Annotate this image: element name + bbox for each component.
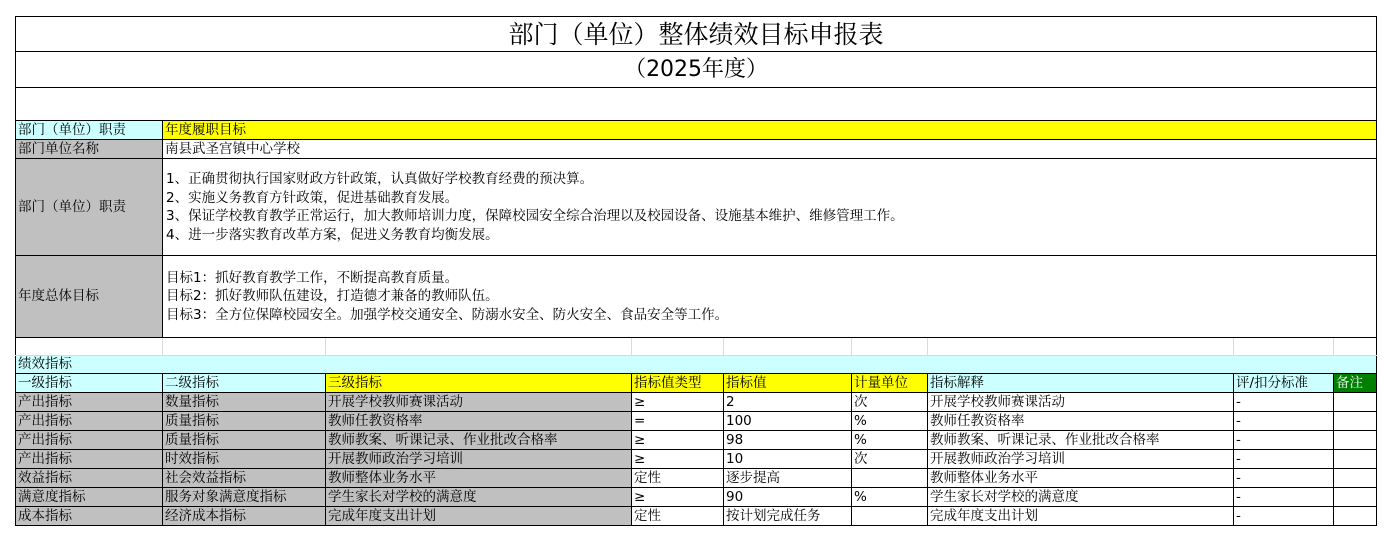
dept-name-label: 部门单位名称	[16, 140, 163, 159]
table-cell: ≥	[632, 431, 724, 450]
table-cell: 开展学校教师赛课活动	[928, 393, 1234, 412]
table-cell: 100	[724, 412, 852, 431]
table-cell: -	[1234, 431, 1334, 450]
col-header: 二级指标	[163, 374, 326, 393]
table-cell: ≥	[632, 393, 724, 412]
col-header: 指标解释	[928, 374, 1234, 393]
table-cell: 定性	[632, 469, 724, 488]
table-cell: 服务对象满意度指标	[163, 488, 326, 507]
dept-name-value: 南县武圣宫镇中心学校	[163, 140, 1377, 159]
performance-goal-table	[15, 16, 1377, 526]
table-cell	[852, 469, 928, 488]
blank-row	[16, 88, 1377, 121]
table-cell: 按计划完成任务	[724, 507, 852, 526]
table-cell	[1334, 431, 1377, 450]
table-cell: 产出指标	[16, 431, 163, 450]
col-header: 备注	[1334, 374, 1377, 393]
table-cell	[852, 507, 928, 526]
duty-header-goal: 年度履职目标	[163, 121, 1377, 140]
table-cell: 效益指标	[16, 469, 163, 488]
table-cell: =	[632, 412, 724, 431]
table-cell: 产出指标	[16, 393, 163, 412]
table-cell: 数量指标	[163, 393, 326, 412]
table-row	[16, 393, 1377, 412]
table-cell: %	[852, 412, 928, 431]
table-cell: %	[852, 431, 928, 450]
dept-duty-text	[163, 159, 1377, 256]
column-header-row	[16, 374, 1377, 393]
table-cell: -	[1234, 469, 1334, 488]
table-cell: 学生家长对学校的满意度	[326, 488, 632, 507]
spreadsheet	[15, 16, 1376, 526]
table-cell: 成本指标	[16, 507, 163, 526]
annual-goal-label: 年度总体目标	[16, 256, 163, 338]
table-cell: 质量指标	[163, 431, 326, 450]
table-row	[16, 412, 1377, 431]
table-row	[16, 450, 1377, 469]
table-cell	[1334, 412, 1377, 431]
duty-line: 4、进一步落实教育改革方案，促进义务教育均衡发展。	[166, 226, 499, 243]
duty-line: 3、保证学校教育教学正常运行，加大教师培训力度，保障校园安全综合治理以及校园设备、设施基本维护、维修管理工作。	[166, 208, 904, 224]
table-cell: 开展教师政治学习培训	[326, 450, 632, 469]
table-cell: 2	[724, 393, 852, 412]
table-cell	[1334, 469, 1377, 488]
col-header: 一级指标	[16, 374, 163, 393]
table-cell: 完成年度支出计划	[928, 507, 1234, 526]
table-cell: 次	[852, 450, 928, 469]
table-cell: 产出指标	[16, 450, 163, 469]
page-title: 部门（单位）整体绩效目标申报表	[16, 17, 1377, 52]
table-cell: %	[852, 488, 928, 507]
spacer-row	[16, 338, 1377, 356]
table-cell: 90	[724, 488, 852, 507]
table-row	[16, 431, 1377, 450]
col-header: 指标值类型	[632, 374, 724, 393]
table-cell: 完成年度支出计划	[326, 507, 632, 526]
table-cell: 时效指标	[163, 450, 326, 469]
table-cell: 教师教案、听课记录、作业批改合格率	[928, 431, 1234, 450]
col-header: 三级指标	[326, 374, 632, 393]
col-header: 评/扣分标准	[1234, 374, 1334, 393]
duty-header-label: 部门（单位）职责	[16, 121, 163, 140]
table-cell: 开展教师政治学习培训	[928, 450, 1234, 469]
table-cell: ≥	[632, 450, 724, 469]
table-cell: 教师教案、听课记录、作业批改合格率	[326, 431, 632, 450]
table-cell: 教师整体业务水平	[928, 469, 1234, 488]
perf-section-header: 绩效指标	[16, 356, 1377, 374]
table-cell: -	[1234, 412, 1334, 431]
goal-line: 目标1：抓好教育教学工作，不断提高教育质量。	[166, 269, 459, 286]
table-cell: 逐步提高	[724, 469, 852, 488]
annual-goal-text	[163, 256, 1377, 338]
table-cell: 产出指标	[16, 412, 163, 431]
table-cell: -	[1234, 507, 1334, 526]
duty-line: 2、实施义务教育方针政策，促进基础教育发展。	[166, 189, 459, 206]
year-subtitle: （2025年度）	[16, 52, 1377, 88]
table-cell	[1334, 507, 1377, 526]
col-header: 指标值	[724, 374, 852, 393]
table-cell: 教师任教资格率	[326, 412, 632, 431]
table-cell: 开展学校教师赛课活动	[326, 393, 632, 412]
table-cell: 满意度指标	[16, 488, 163, 507]
duty-line: 1、正确贯彻执行国家财政方针政策，认真做好学校教育经费的预决算。	[166, 171, 594, 187]
table-cell: 经济成本指标	[163, 507, 326, 526]
goal-line: 目标3：全方位保障校园安全。加强学校交通安全、防溺水安全、防火安全、食品安全等工作。	[166, 306, 729, 323]
table-cell: -	[1234, 393, 1334, 412]
table-cell	[1334, 488, 1377, 507]
table-cell: -	[1234, 450, 1334, 469]
table-cell: 定性	[632, 507, 724, 526]
table-cell: 教师整体业务水平	[326, 469, 632, 488]
table-cell	[1334, 393, 1377, 412]
table-cell: 98	[724, 431, 852, 450]
table-cell: 学生家长对学校的满意度	[928, 488, 1234, 507]
table-cell: 社会效益指标	[163, 469, 326, 488]
table-cell: ≥	[632, 488, 724, 507]
table-cell: 次	[852, 393, 928, 412]
table-cell: -	[1234, 488, 1334, 507]
table-row	[16, 507, 1377, 526]
table-cell: 10	[724, 450, 852, 469]
table-row	[16, 488, 1377, 507]
goal-line: 目标2：抓好教师队伍建设，打造德才兼备的教师队伍。	[166, 288, 499, 305]
col-header: 计量单位	[852, 374, 928, 393]
table-cell: 教师任教资格率	[928, 412, 1234, 431]
dept-duty-label: 部门（单位）职责	[16, 159, 163, 256]
table-cell: 质量指标	[163, 412, 326, 431]
indicator-rows	[16, 393, 1377, 526]
table-row	[16, 469, 1377, 488]
table-cell	[1334, 450, 1377, 469]
